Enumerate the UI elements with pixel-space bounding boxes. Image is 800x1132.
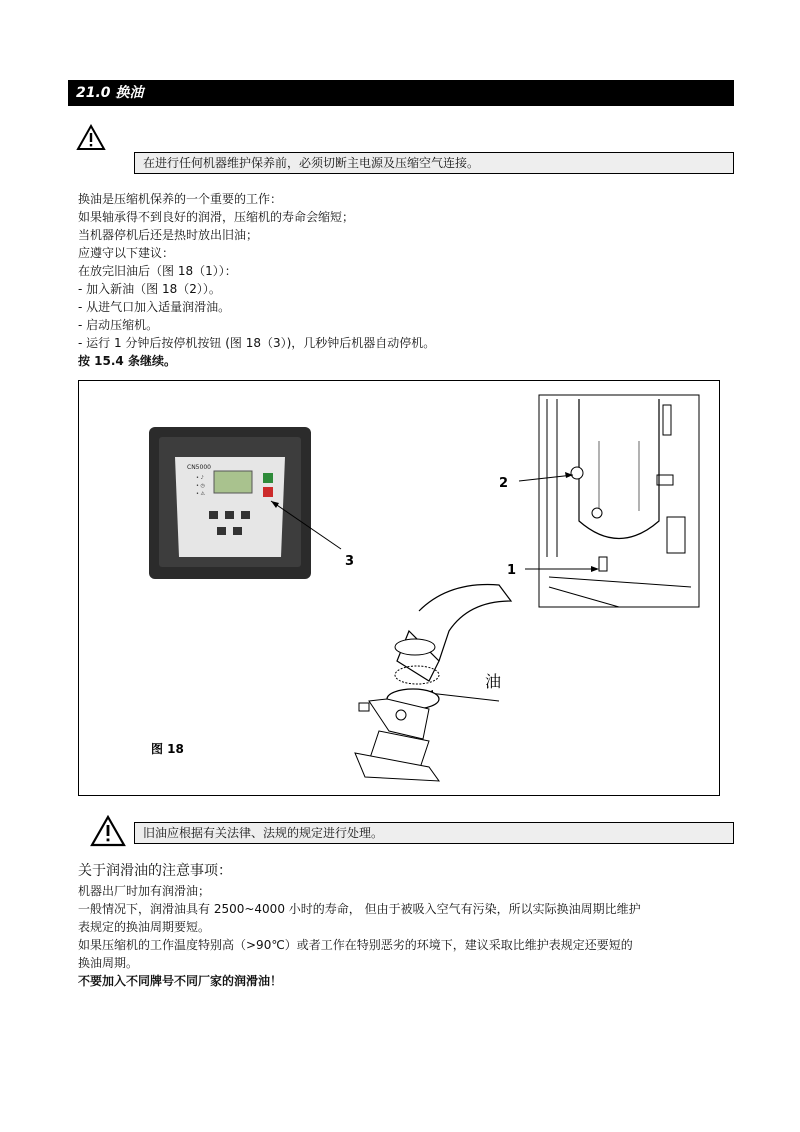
intro-line: - 从进气口加入适量润滑油。 [78,300,231,314]
tank-detail [539,395,699,607]
notes-line: 机器出厂时加有润滑油； [78,884,211,898]
section-title: 21.0 换油 [68,80,734,106]
notes-final: 不要加入不同牌号不同厂家的润滑油！ [78,974,283,988]
figure-18 [78,380,720,796]
intro-line: 当机器停机后还是热时放出旧油； [78,228,259,242]
stop-button [263,487,273,497]
warning-box-power [134,152,734,174]
notes-line: 表规定的换油周期要短。 [78,920,211,934]
oil-funnel [395,585,511,684]
intro-line: 应遵守以下建议： [78,246,175,260]
callout-1: 1 [507,563,517,578]
notes-line: 换油周期。 [78,956,139,970]
notes-title: 关于润滑油的注意事项： [78,863,232,879]
warning-triangle-icon [76,124,106,151]
intro-line: 换油是压缩机保养的一个重要的工作： [78,192,283,206]
intro-line: 如果轴承得不到良好的润滑，压缩机的寿命会缩短； [78,210,355,224]
controller-model: CN5000 [187,464,211,471]
controller-display [214,471,252,493]
intro-text [78,190,738,370]
warning-text: 旧油应根据有关法律、法规的规定进行处理。 [143,826,384,840]
svg-text:• ◷: • ◷ [196,483,205,489]
notes-line: 如果压缩机的工作温度特别高（>90℃）或者工作在特别恶劣的环境下，建议采取比维护表规定还要短的 [78,938,633,952]
intro-line: - 启动压缩机。 [78,318,159,332]
figure-illustration [79,381,719,795]
start-button [263,473,273,483]
intro-line: - 运行 1 分钟后按停机按钮 (图 18（3）)，几秒钟后机器自动停机。 [78,336,436,350]
intro-line: - 加入新油（图 18（2））。 [78,282,221,296]
compressor-head [355,689,439,781]
warning-box-disposal [134,822,734,844]
svg-text:• ⚠: • ⚠ [196,491,206,497]
callout-3: 3 [345,554,355,569]
callout-2: 2 [499,476,509,491]
intro-line: 在放完旧油后（图 18（1））： [78,264,237,278]
figure-label: 图 18 [151,742,184,756]
continue-line: 按 15.4 条继续。 [78,354,176,368]
controller-panel [149,427,311,579]
warning-triangle-icon [90,815,126,847]
oil-label: 油 [485,672,502,691]
notes-text [78,882,738,990]
warning-text: 在进行任何机器维护保养前，必须切断主电源及压缩空气连接。 [143,156,480,170]
svg-text:• ♪: • ♪ [196,475,204,481]
notes-line: 一般情况下，润滑油具有 2500~4000 小时的寿命， 但由于被吸入空气有污染，所以实际换油周期比维护 [78,902,641,916]
